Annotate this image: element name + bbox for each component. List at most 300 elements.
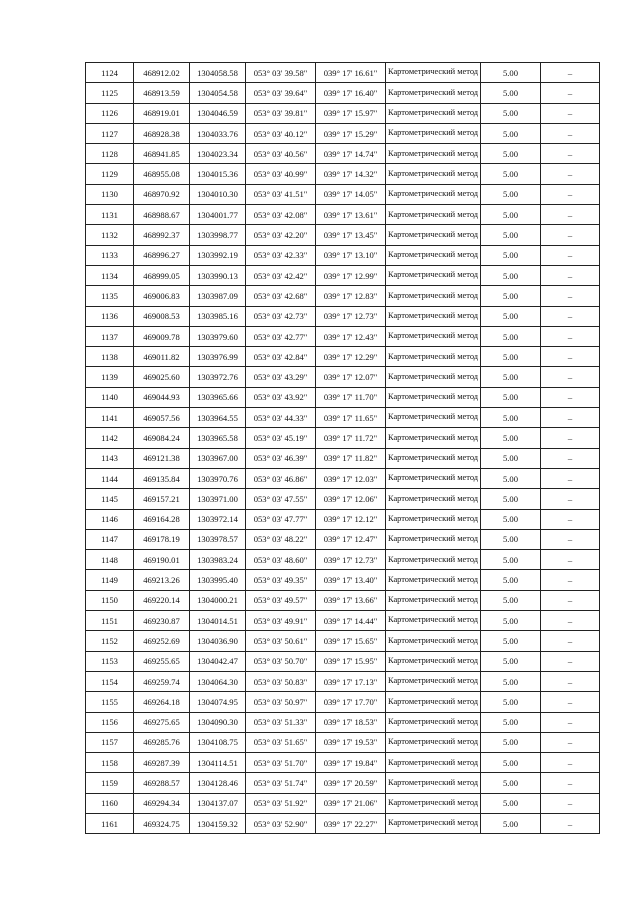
note-cell: – (541, 590, 600, 610)
point-number-cell: 1153 (86, 651, 134, 671)
point-number-cell: 1160 (86, 793, 134, 813)
accuracy-cell: 5.00 (481, 793, 541, 813)
longitude-cell: 039° 17' 12.29" (316, 347, 386, 367)
longitude-cell: 039° 17' 12.06" (316, 489, 386, 509)
accuracy-cell: 5.00 (481, 489, 541, 509)
table-row (86, 367, 600, 387)
longitude-cell: 039° 17' 13.66" (316, 590, 386, 610)
point-number-cell: 1139 (86, 367, 134, 387)
latitude-cell: 053° 03' 42.08" (246, 205, 316, 225)
longitude-cell: 039° 17' 11.82" (316, 448, 386, 468)
note-cell: – (541, 570, 600, 590)
point-number-cell: 1131 (86, 205, 134, 225)
note-cell: – (541, 164, 600, 184)
y-coordinate-cell: 1304046.59 (190, 103, 246, 123)
method-cell: Картометрический метод (386, 753, 481, 773)
note-cell: – (541, 367, 600, 387)
y-coordinate-cell: 1304090.30 (190, 712, 246, 732)
latitude-cell: 053° 03' 50.97" (246, 692, 316, 712)
x-coordinate-cell: 469121.38 (134, 448, 190, 468)
accuracy-cell: 5.00 (481, 103, 541, 123)
longitude-cell: 039° 17' 19.84" (316, 753, 386, 773)
longitude-cell: 039° 17' 13.10" (316, 245, 386, 265)
point-number-cell: 1141 (86, 408, 134, 428)
longitude-cell: 039° 17' 16.61" (316, 63, 386, 83)
method-cell: Картометрический метод (386, 468, 481, 488)
method-cell: Картометрический метод (386, 225, 481, 245)
latitude-cell: 053° 03' 42.42" (246, 265, 316, 285)
y-coordinate-cell: 1304114.51 (190, 753, 246, 773)
longitude-cell: 039° 17' 14.44" (316, 611, 386, 631)
note-cell: – (541, 692, 600, 712)
latitude-cell: 053° 03' 46.39" (246, 448, 316, 468)
x-coordinate-cell: 468970.92 (134, 184, 190, 204)
latitude-cell: 053° 03' 42.77" (246, 326, 316, 346)
x-coordinate-cell: 469025.60 (134, 367, 190, 387)
coordinates-table (85, 62, 600, 834)
y-coordinate-cell: 1303998.77 (190, 225, 246, 245)
latitude-cell: 053° 03' 49.91" (246, 611, 316, 631)
note-cell: – (541, 753, 600, 773)
longitude-cell: 039° 17' 19.53" (316, 732, 386, 752)
note-cell: – (541, 306, 600, 326)
accuracy-cell: 5.00 (481, 63, 541, 83)
x-coordinate-cell: 469324.75 (134, 813, 190, 833)
point-number-cell: 1150 (86, 590, 134, 610)
accuracy-cell: 5.00 (481, 753, 541, 773)
x-coordinate-cell: 469287.39 (134, 753, 190, 773)
x-coordinate-cell: 469084.24 (134, 428, 190, 448)
latitude-cell: 053° 03' 43.92" (246, 387, 316, 407)
note-cell: – (541, 651, 600, 671)
method-cell: Картометрический метод (386, 286, 481, 306)
y-coordinate-cell: 1303995.40 (190, 570, 246, 590)
point-number-cell: 1161 (86, 813, 134, 833)
y-coordinate-cell: 1303967.00 (190, 448, 246, 468)
method-cell: Картометрический метод (386, 83, 481, 103)
method-cell: Картометрический метод (386, 570, 481, 590)
note-cell: – (541, 286, 600, 306)
note-cell: – (541, 123, 600, 143)
note-cell: – (541, 489, 600, 509)
y-coordinate-cell: 1304023.34 (190, 144, 246, 164)
note-cell: – (541, 793, 600, 813)
table-row (86, 468, 600, 488)
method-cell: Картометрический метод (386, 245, 481, 265)
y-coordinate-cell: 1304000.21 (190, 590, 246, 610)
point-number-cell: 1124 (86, 63, 134, 83)
table-row (86, 732, 600, 752)
table-row (86, 611, 600, 631)
longitude-cell: 039° 17' 12.03" (316, 468, 386, 488)
table-row (86, 793, 600, 813)
method-cell: Картометрический метод (386, 448, 481, 468)
x-coordinate-cell: 469006.83 (134, 286, 190, 306)
x-coordinate-cell: 469252.69 (134, 631, 190, 651)
method-cell: Картометрический метод (386, 671, 481, 691)
point-number-cell: 1130 (86, 184, 134, 204)
accuracy-cell: 5.00 (481, 408, 541, 428)
table-row (86, 550, 600, 570)
y-coordinate-cell: 1304014.51 (190, 611, 246, 631)
point-number-cell: 1145 (86, 489, 134, 509)
latitude-cell: 053° 03' 45.19" (246, 428, 316, 448)
latitude-cell: 053° 03' 39.81" (246, 103, 316, 123)
x-coordinate-cell: 469057.56 (134, 408, 190, 428)
method-cell: Картометрический метод (386, 63, 481, 83)
table-row (86, 225, 600, 245)
point-number-cell: 1134 (86, 265, 134, 285)
x-coordinate-cell: 469213.26 (134, 570, 190, 590)
table-row (86, 63, 600, 83)
note-cell: – (541, 732, 600, 752)
y-coordinate-cell: 1303978.57 (190, 529, 246, 549)
point-number-cell: 1159 (86, 773, 134, 793)
note-cell: – (541, 813, 600, 833)
table-row (86, 570, 600, 590)
y-coordinate-cell: 1303965.58 (190, 428, 246, 448)
method-cell: Картометрический метод (386, 408, 481, 428)
table-row (86, 489, 600, 509)
method-cell: Картометрический метод (386, 164, 481, 184)
latitude-cell: 053° 03' 44.33" (246, 408, 316, 428)
method-cell: Картометрический метод (386, 306, 481, 326)
latitude-cell: 053° 03' 47.55" (246, 489, 316, 509)
method-cell: Картометрический метод (386, 103, 481, 123)
method-cell: Картометрический метод (386, 489, 481, 509)
table-row (86, 164, 600, 184)
x-coordinate-cell: 468992.37 (134, 225, 190, 245)
method-cell: Картометрический метод (386, 773, 481, 793)
note-cell: – (541, 83, 600, 103)
x-coordinate-cell: 469259.74 (134, 671, 190, 691)
point-number-cell: 1155 (86, 692, 134, 712)
table-row (86, 631, 600, 651)
y-coordinate-cell: 1303985.16 (190, 306, 246, 326)
note-cell: – (541, 631, 600, 651)
y-coordinate-cell: 1304042.47 (190, 651, 246, 671)
x-coordinate-cell: 469044.93 (134, 387, 190, 407)
y-coordinate-cell: 1303972.76 (190, 367, 246, 387)
y-coordinate-cell: 1303992.19 (190, 245, 246, 265)
x-coordinate-cell: 468999.05 (134, 265, 190, 285)
note-cell: – (541, 326, 600, 346)
longitude-cell: 039° 17' 12.12" (316, 509, 386, 529)
method-cell: Картометрический метод (386, 529, 481, 549)
method-cell: Картометрический метод (386, 347, 481, 367)
x-coordinate-cell: 468955.08 (134, 164, 190, 184)
latitude-cell: 053° 03' 50.83" (246, 671, 316, 691)
point-number-cell: 1154 (86, 671, 134, 691)
note-cell: – (541, 245, 600, 265)
latitude-cell: 053° 03' 48.60" (246, 550, 316, 570)
point-number-cell: 1146 (86, 509, 134, 529)
latitude-cell: 053° 03' 40.12" (246, 123, 316, 143)
point-number-cell: 1133 (86, 245, 134, 265)
accuracy-cell: 5.00 (481, 205, 541, 225)
table-row (86, 813, 600, 833)
table-row (86, 103, 600, 123)
accuracy-cell: 5.00 (481, 144, 541, 164)
latitude-cell: 053° 03' 52.90" (246, 813, 316, 833)
note-cell: – (541, 265, 600, 285)
x-coordinate-cell: 469255.65 (134, 651, 190, 671)
x-coordinate-cell: 468928.38 (134, 123, 190, 143)
method-cell: Картометрический метод (386, 611, 481, 631)
method-cell: Картометрический метод (386, 692, 481, 712)
y-coordinate-cell: 1304137.07 (190, 793, 246, 813)
x-coordinate-cell: 469008.53 (134, 306, 190, 326)
method-cell: Картометрический метод (386, 813, 481, 833)
method-cell: Картометрический метод (386, 712, 481, 732)
latitude-cell: 053° 03' 51.70" (246, 753, 316, 773)
x-coordinate-cell: 469157.21 (134, 489, 190, 509)
x-coordinate-cell: 468941.85 (134, 144, 190, 164)
method-cell: Картометрический метод (386, 590, 481, 610)
latitude-cell: 053° 03' 42.20" (246, 225, 316, 245)
latitude-cell: 053° 03' 51.92" (246, 793, 316, 813)
method-cell: Картометрический метод (386, 123, 481, 143)
point-number-cell: 1125 (86, 83, 134, 103)
point-number-cell: 1144 (86, 468, 134, 488)
note-cell: – (541, 103, 600, 123)
latitude-cell: 053° 03' 51.74" (246, 773, 316, 793)
y-coordinate-cell: 1304015.36 (190, 164, 246, 184)
x-coordinate-cell: 468919.01 (134, 103, 190, 123)
method-cell: Картометрический метод (386, 732, 481, 752)
longitude-cell: 039° 17' 18.53" (316, 712, 386, 732)
point-number-cell: 1143 (86, 448, 134, 468)
longitude-cell: 039° 17' 15.97" (316, 103, 386, 123)
table-row (86, 326, 600, 346)
accuracy-cell: 5.00 (481, 387, 541, 407)
method-cell: Картометрический метод (386, 387, 481, 407)
note-cell: – (541, 205, 600, 225)
point-number-cell: 1156 (86, 712, 134, 732)
longitude-cell: 039° 17' 17.70" (316, 692, 386, 712)
x-coordinate-cell: 469164.28 (134, 509, 190, 529)
accuracy-cell: 5.00 (481, 225, 541, 245)
note-cell: – (541, 468, 600, 488)
y-coordinate-cell: 1303964.55 (190, 408, 246, 428)
accuracy-cell: 5.00 (481, 428, 541, 448)
y-coordinate-cell: 1304010.30 (190, 184, 246, 204)
point-number-cell: 1127 (86, 123, 134, 143)
table-row (86, 408, 600, 428)
x-coordinate-cell: 469264.18 (134, 692, 190, 712)
latitude-cell: 053° 03' 41.51" (246, 184, 316, 204)
latitude-cell: 053° 03' 50.61" (246, 631, 316, 651)
table-row (86, 286, 600, 306)
longitude-cell: 039° 17' 13.40" (316, 570, 386, 590)
accuracy-cell: 5.00 (481, 732, 541, 752)
latitude-cell: 053° 03' 40.99" (246, 164, 316, 184)
latitude-cell: 053° 03' 39.58" (246, 63, 316, 83)
note-cell: – (541, 550, 600, 570)
note-cell: – (541, 773, 600, 793)
accuracy-cell: 5.00 (481, 590, 541, 610)
x-coordinate-cell: 468912.02 (134, 63, 190, 83)
longitude-cell: 039° 17' 14.05" (316, 184, 386, 204)
note-cell: – (541, 712, 600, 732)
longitude-cell: 039° 17' 15.95" (316, 651, 386, 671)
longitude-cell: 039° 17' 16.40" (316, 83, 386, 103)
x-coordinate-cell: 469275.65 (134, 712, 190, 732)
x-coordinate-cell: 469294.34 (134, 793, 190, 813)
point-number-cell: 1135 (86, 286, 134, 306)
accuracy-cell: 5.00 (481, 123, 541, 143)
latitude-cell: 053° 03' 42.33" (246, 245, 316, 265)
x-coordinate-cell: 469190.01 (134, 550, 190, 570)
table-row (86, 692, 600, 712)
y-coordinate-cell: 1304074.95 (190, 692, 246, 712)
y-coordinate-cell: 1304128.46 (190, 773, 246, 793)
method-cell: Картометрический метод (386, 184, 481, 204)
longitude-cell: 039° 17' 12.99" (316, 265, 386, 285)
x-coordinate-cell: 469288.57 (134, 773, 190, 793)
table-row (86, 712, 600, 732)
y-coordinate-cell: 1303972.14 (190, 509, 246, 529)
accuracy-cell: 5.00 (481, 692, 541, 712)
x-coordinate-cell: 469230.87 (134, 611, 190, 631)
note-cell: – (541, 63, 600, 83)
method-cell: Картометрический метод (386, 509, 481, 529)
longitude-cell: 039° 17' 11.65" (316, 408, 386, 428)
x-coordinate-cell: 469011.82 (134, 347, 190, 367)
coordinates-table-body (86, 63, 600, 834)
y-coordinate-cell: 1304108.75 (190, 732, 246, 752)
method-cell: Картометрический метод (386, 205, 481, 225)
table-row (86, 753, 600, 773)
x-coordinate-cell: 468913.59 (134, 83, 190, 103)
table-row (86, 651, 600, 671)
latitude-cell: 053° 03' 49.35" (246, 570, 316, 590)
accuracy-cell: 5.00 (481, 326, 541, 346)
note-cell: – (541, 408, 600, 428)
latitude-cell: 053° 03' 49.57" (246, 590, 316, 610)
table-row (86, 347, 600, 367)
method-cell: Картометрический метод (386, 631, 481, 651)
y-coordinate-cell: 1304159.32 (190, 813, 246, 833)
table-row (86, 265, 600, 285)
y-coordinate-cell: 1304058.58 (190, 63, 246, 83)
x-coordinate-cell: 469009.78 (134, 326, 190, 346)
note-cell: – (541, 529, 600, 549)
accuracy-cell: 5.00 (481, 306, 541, 326)
point-number-cell: 1137 (86, 326, 134, 346)
accuracy-cell: 5.00 (481, 671, 541, 691)
y-coordinate-cell: 1304033.76 (190, 123, 246, 143)
point-number-cell: 1140 (86, 387, 134, 407)
note-cell: – (541, 347, 600, 367)
y-coordinate-cell: 1304054.58 (190, 83, 246, 103)
x-coordinate-cell: 469135.84 (134, 468, 190, 488)
x-coordinate-cell: 469285.76 (134, 732, 190, 752)
longitude-cell: 039° 17' 12.83" (316, 286, 386, 306)
accuracy-cell: 5.00 (481, 367, 541, 387)
point-number-cell: 1128 (86, 144, 134, 164)
point-number-cell: 1138 (86, 347, 134, 367)
y-coordinate-cell: 1303979.60 (190, 326, 246, 346)
longitude-cell: 039° 17' 22.27" (316, 813, 386, 833)
point-number-cell: 1129 (86, 164, 134, 184)
latitude-cell: 053° 03' 42.84" (246, 347, 316, 367)
accuracy-cell: 5.00 (481, 448, 541, 468)
latitude-cell: 053° 03' 40.56" (246, 144, 316, 164)
table-row (86, 245, 600, 265)
accuracy-cell: 5.00 (481, 611, 541, 631)
longitude-cell: 039° 17' 12.07" (316, 367, 386, 387)
table-row (86, 428, 600, 448)
accuracy-cell: 5.00 (481, 184, 541, 204)
accuracy-cell: 5.00 (481, 286, 541, 306)
latitude-cell: 053° 03' 47.77" (246, 509, 316, 529)
y-coordinate-cell: 1303990.13 (190, 265, 246, 285)
y-coordinate-cell: 1303965.66 (190, 387, 246, 407)
y-coordinate-cell: 1303970.76 (190, 468, 246, 488)
method-cell: Картометрический метод (386, 367, 481, 387)
x-coordinate-cell: 468988.67 (134, 205, 190, 225)
note-cell: – (541, 225, 600, 245)
table-row (86, 144, 600, 164)
table-row (86, 509, 600, 529)
point-number-cell: 1132 (86, 225, 134, 245)
point-number-cell: 1147 (86, 529, 134, 549)
latitude-cell: 053° 03' 42.73" (246, 306, 316, 326)
method-cell: Картометрический метод (386, 265, 481, 285)
method-cell: Картометрический метод (386, 793, 481, 813)
longitude-cell: 039° 17' 21.06" (316, 793, 386, 813)
x-coordinate-cell: 468996.27 (134, 245, 190, 265)
accuracy-cell: 5.00 (481, 468, 541, 488)
x-coordinate-cell: 469178.19 (134, 529, 190, 549)
longitude-cell: 039° 17' 11.72" (316, 428, 386, 448)
longitude-cell: 039° 17' 15.65" (316, 631, 386, 651)
point-number-cell: 1142 (86, 428, 134, 448)
longitude-cell: 039° 17' 12.73" (316, 550, 386, 570)
latitude-cell: 053° 03' 42.68" (246, 286, 316, 306)
accuracy-cell: 5.00 (481, 651, 541, 671)
longitude-cell: 039° 17' 13.45" (316, 225, 386, 245)
longitude-cell: 039° 17' 12.43" (316, 326, 386, 346)
longitude-cell: 039° 17' 17.13" (316, 671, 386, 691)
y-coordinate-cell: 1304036.90 (190, 631, 246, 651)
latitude-cell: 053° 03' 43.29" (246, 367, 316, 387)
table-row (86, 671, 600, 691)
point-number-cell: 1148 (86, 550, 134, 570)
longitude-cell: 039° 17' 20.59" (316, 773, 386, 793)
accuracy-cell: 5.00 (481, 631, 541, 651)
longitude-cell: 039° 17' 14.32" (316, 164, 386, 184)
note-cell: – (541, 671, 600, 691)
y-coordinate-cell: 1303971.00 (190, 489, 246, 509)
note-cell: – (541, 428, 600, 448)
accuracy-cell: 5.00 (481, 529, 541, 549)
point-number-cell: 1126 (86, 103, 134, 123)
accuracy-cell: 5.00 (481, 83, 541, 103)
y-coordinate-cell: 1303987.09 (190, 286, 246, 306)
latitude-cell: 053° 03' 51.65" (246, 732, 316, 752)
y-coordinate-cell: 1303976.99 (190, 347, 246, 367)
note-cell: – (541, 448, 600, 468)
table-row (86, 773, 600, 793)
latitude-cell: 053° 03' 46.86" (246, 468, 316, 488)
method-cell: Картометрический метод (386, 326, 481, 346)
latitude-cell: 053° 03' 51.33" (246, 712, 316, 732)
latitude-cell: 053° 03' 48.22" (246, 529, 316, 549)
point-number-cell: 1157 (86, 732, 134, 752)
y-coordinate-cell: 1304001.77 (190, 205, 246, 225)
